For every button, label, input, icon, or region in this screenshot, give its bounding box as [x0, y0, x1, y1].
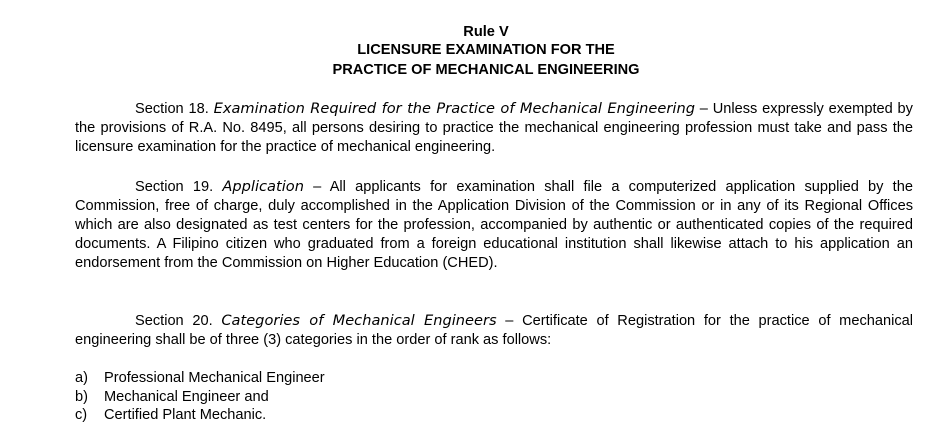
section-20-number: Section 20.	[135, 313, 213, 329]
section-18-title: Examination Required for the Practice of Mechanical Engineering	[213, 100, 695, 117]
section-19-body: – All applicants for examination shall file a computerized application supplied by the Commission, free of charge, duly accomplished in the Application Division of the Commission or in any of its Regional Offices which are also designated as test centers for the profession, accompanied by authentic or authenticated copies of the required documents. A Filipino citizen who graduated from a foreign educational institution shall likewise attach to his application an endorsement from the Commission on Higher Education (CHED).	[75, 179, 913, 271]
list-marker: b)	[75, 388, 88, 405]
list-marker: a)	[75, 370, 88, 386]
rule-title-line-2: PRACTICE OF MECHANICAL ENGINEERING	[332, 62, 640, 78]
section-19-number: Section 19.	[135, 179, 214, 195]
section-20-body: – Certificate of Registration for the practice of mechanical engineering shall be of three (3) categories in the order of rank as follows:	[75, 313, 913, 348]
section-18-number: Section 18.	[135, 101, 209, 117]
list-item	[75, 369, 325, 388]
list-marker: c)	[75, 407, 88, 423]
section-18-paragraph	[75, 99, 913, 157]
section-19-title: Application	[222, 178, 304, 195]
categories-list	[75, 369, 325, 425]
section-20-title: Categories of Mechanical Engineers	[221, 312, 497, 329]
list-item-text: Professional Mechanical Engineer	[104, 370, 325, 386]
section-19-paragraph	[75, 177, 913, 273]
list-item-text: Mechanical Engineer and	[104, 388, 269, 405]
rule-title-line-1: LICENSURE EXAMINATION FOR THE	[357, 42, 615, 58]
section-18-body: – Unless expressly exempted by the provisions of R.A. No. 8495, all persons desiring to practice the mechanical engineering profession must take and pass the licensure examination for the practice of mechanical engineering.	[75, 101, 913, 155]
list-item-text: Certified Plant Mechanic.	[104, 407, 267, 423]
list-item	[75, 406, 325, 425]
section-20-paragraph	[75, 311, 913, 350]
rule-number: Rule V	[463, 24, 509, 40]
list-item	[75, 388, 325, 407]
